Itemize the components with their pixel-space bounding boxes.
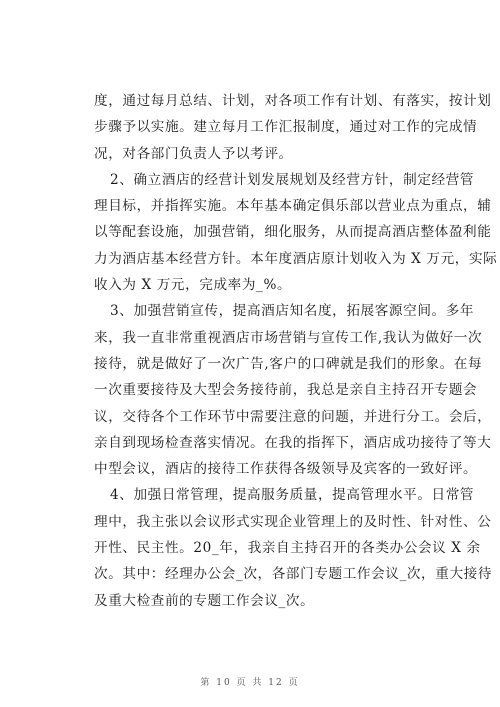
text-line: 中型会议，酒店的接待工作获得各级领导及宾客的一致好评。 — [94, 461, 478, 478]
text-line: 接待，就是做好了一次广告,客户的口碑就是我们的形象。在每 — [94, 355, 483, 372]
text-line: 收入为 X 万元，完成率为_%。 — [94, 277, 292, 294]
text-line: 理中，我主张以会议形式实现企业管理上的及时性、针对性、公 — [94, 513, 492, 530]
text-line: 亲自到现场检查落实情况。在我的指挥下，酒店成功接待了等大 — [94, 434, 492, 451]
text-line: 及重大检查前的专题工作会议_次。 — [94, 592, 315, 609]
body-text — [94, 88, 498, 614]
text-line: 来，我一直非常重视酒店市场营销与宣传工作,我认为做好一次 — [94, 329, 483, 346]
text-line: 理目标，并指挥实施。本年基本确定俱乐部以营业点为重点，辅 — [94, 198, 492, 215]
text-line: 开性、民主性。20_年，我亲自主持召开的各类办公会议 X 余 — [94, 540, 481, 557]
text-line: 次。其中：经理办公会_次，各部门专题工作会议_次，重大接待 — [94, 566, 493, 583]
text-line: 力为酒店基本经营方针。本年度酒店原计划收入为 X 万元，实际 — [94, 250, 498, 267]
text-line: 一次重要接待及大型会务接待前，我总是亲自主持召开专题会 — [94, 382, 478, 399]
text-line: 议，交待各个工作环节中需要注意的问题，并进行分工。会后， — [94, 408, 492, 425]
text-line: 以等配套设施，加强营销，细化服务，从而提高酒店整体盈利能 — [94, 224, 492, 241]
paragraph-2-first-line: 2、确立酒店的经营计划发展规划及经营方针，制定经营管 — [110, 171, 475, 188]
page-number-label: 第 10 页 共 12 页 — [200, 678, 300, 688]
text-line: 度，通过每月总结、计划，对各项工作有计划、有落实，按计划 — [94, 93, 492, 109]
page-footer — [0, 675, 500, 688]
paragraph-3-first-line: 3、加强营销宣传，提高酒店知名度，拓展客源空间。多年 — [110, 303, 475, 320]
text-line: 步骤予以实施。建立每月工作汇报制度，通过对工作的完成情 — [94, 119, 478, 136]
text-line: 况，对各部门负责人予以考评。 — [94, 145, 293, 162]
paragraph-4-first-line: 4、加强日常管理，提高服务质量，提高管理水平。日常管 — [110, 487, 475, 504]
